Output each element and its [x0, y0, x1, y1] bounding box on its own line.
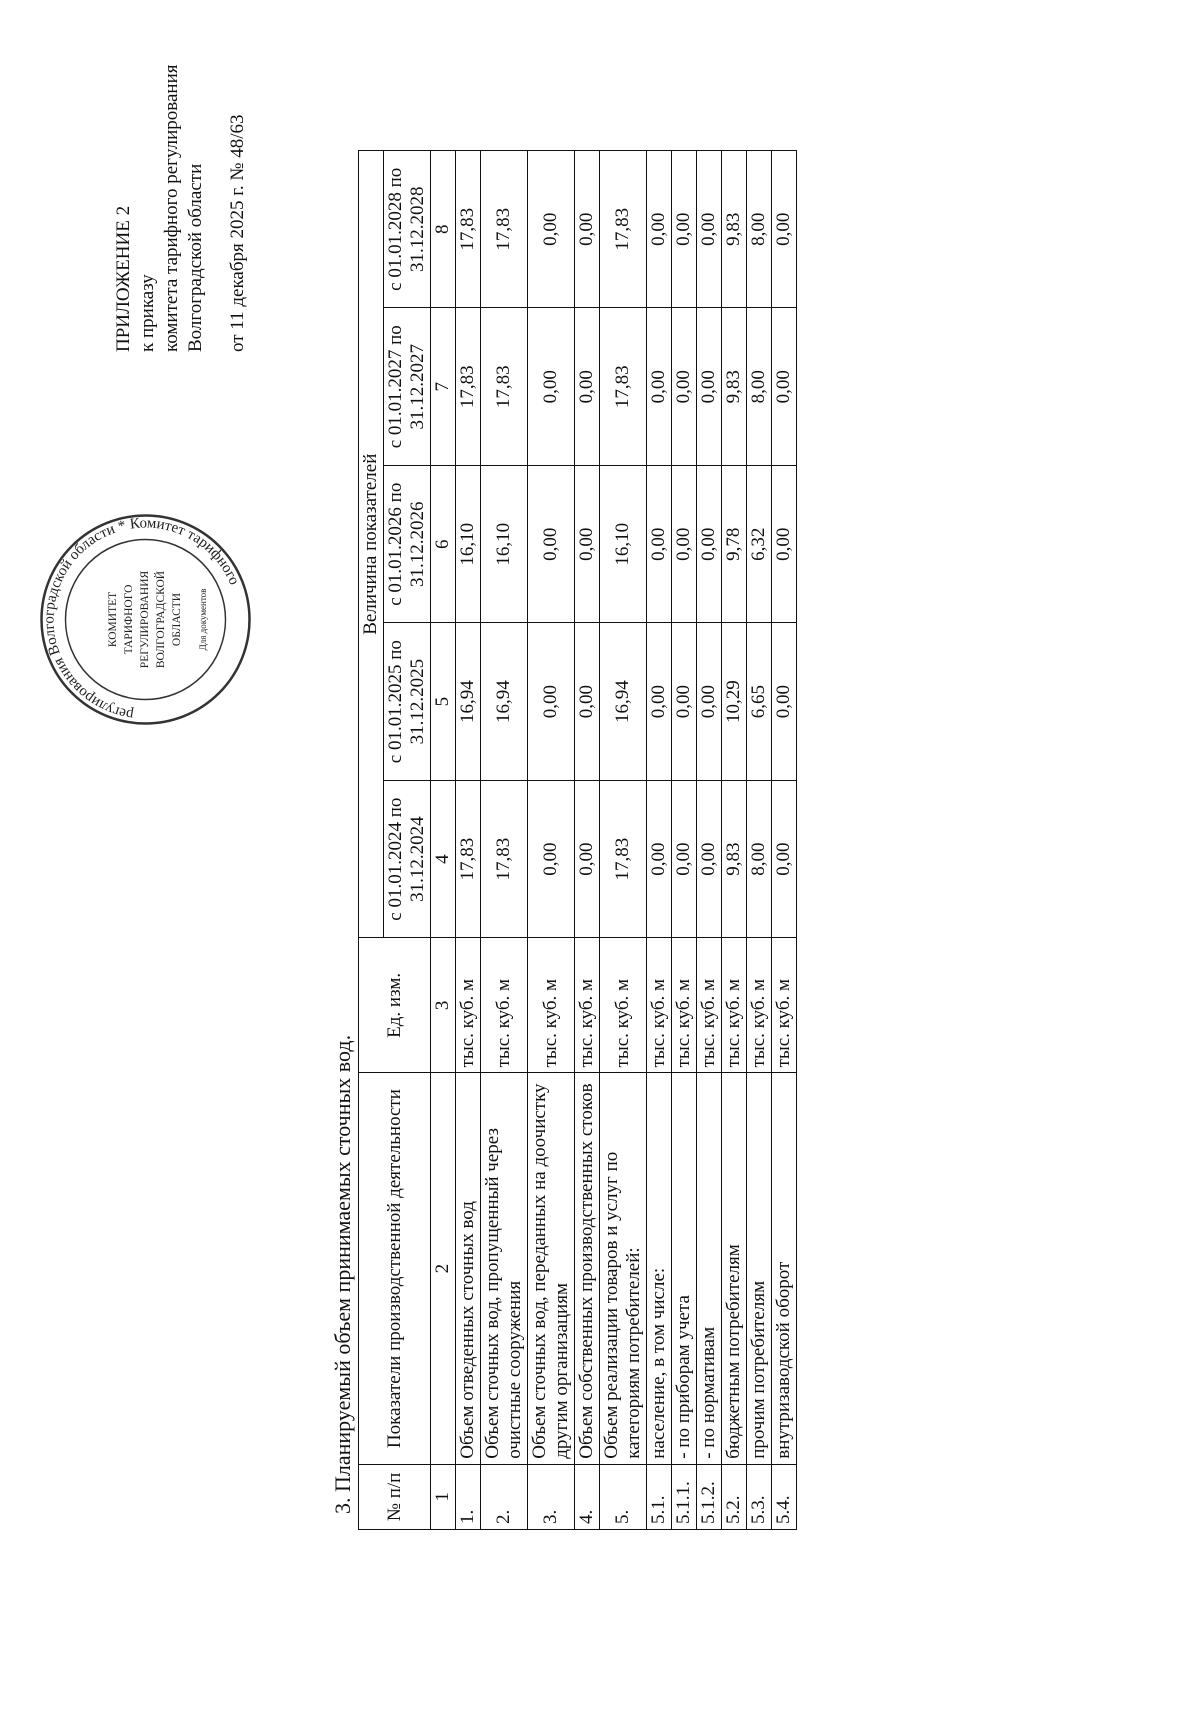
column-header-num: № п/п: [359, 1464, 431, 1529]
indicator-value: 0,00: [528, 780, 575, 937]
indicator-value: 17,83: [600, 308, 647, 465]
official-stamp: [38, 512, 253, 727]
unit-of-measure: тыс. куб. м: [747, 938, 772, 1073]
table-row: [575, 151, 600, 1530]
unit-of-measure: тыс. куб. м: [481, 938, 528, 1073]
unit-of-measure: тыс. куб. м: [456, 938, 481, 1073]
indicator-value: 6,65: [747, 623, 772, 780]
indicator-value: 0,00: [647, 465, 672, 622]
indicator-name: бюджетным потребителям: [722, 1073, 747, 1464]
row-number: 5.4.: [772, 1464, 797, 1529]
unit-of-measure: тыс. куб. м: [600, 938, 647, 1073]
row-number: 4.: [575, 1464, 600, 1529]
indicator-value: 17,83: [600, 780, 647, 937]
indicator-name: население, в том числе:: [647, 1073, 672, 1464]
appendix-header: [112, 64, 250, 352]
column-index: 7: [431, 308, 456, 465]
period-header: с 01.01.2026 по 31.12.2026: [384, 465, 431, 622]
indicator-value: 17,83: [481, 151, 528, 309]
indicator-value: 17,83: [481, 780, 528, 937]
period-header: с 01.01.2024 по 31.12.2024: [384, 780, 431, 937]
stamp-bottom-text: Для документов: [198, 588, 208, 651]
indicator-value: 8,00: [747, 151, 772, 309]
row-number: 5.1.2.: [697, 1464, 722, 1529]
indicator-value: 0,00: [672, 465, 697, 622]
column-header-name: Показатели производственной деятельности: [359, 1073, 431, 1464]
row-number: 1.: [456, 1464, 481, 1529]
stamp-ring-text: регулирования Волгоградской области * Комитет тарифного: [41, 515, 243, 723]
table-row: [672, 151, 697, 1530]
stamp-line-5: ОБЛАСТИ: [171, 592, 183, 647]
table-row: [456, 151, 481, 1530]
indicator-name: внутризаводской оборот: [772, 1073, 797, 1464]
period-header: с 01.01.2025 по 31.12.2025: [384, 623, 431, 780]
committee-name: комитета тарифного регулирования: [161, 64, 182, 352]
unit-of-measure: тыс. куб. м: [672, 938, 697, 1073]
indicator-value: 0,00: [672, 780, 697, 937]
column-index: 2: [431, 1073, 456, 1464]
indicator-value: 0,00: [772, 308, 797, 465]
indicator-value: 0,00: [697, 151, 722, 309]
indicator-value: 0,00: [647, 308, 672, 465]
unit-of-measure: тыс. куб. м: [647, 938, 672, 1073]
indicator-value: 8,00: [747, 308, 772, 465]
column-index: 4: [431, 780, 456, 937]
period-header: с 01.01.2028 по 31.12.2028: [384, 151, 431, 309]
row-number: 5.1.1.: [672, 1464, 697, 1529]
indicator-value: 0,00: [647, 623, 672, 780]
row-number: 2.: [481, 1464, 528, 1529]
stamp-line-3: РЕГУЛИРОВАНИЯ: [139, 570, 151, 669]
row-number: 3.: [528, 1464, 575, 1529]
unit-of-measure: тыс. куб. м: [575, 938, 600, 1073]
indicator-value: 0,00: [672, 623, 697, 780]
wastewater-volume-table: [358, 150, 797, 1530]
indicator-value: 0,00: [772, 465, 797, 622]
indicator-value: 0,00: [697, 465, 722, 622]
unit-of-measure: тыс. куб. м: [722, 938, 747, 1073]
indicator-value: 9,78: [722, 465, 747, 622]
row-number: 5.3.: [747, 1464, 772, 1529]
column-index: 1: [431, 1464, 456, 1529]
appendix-title: ПРИЛОЖЕНИЕ 2: [113, 205, 134, 352]
indicator-value: 0,00: [528, 623, 575, 780]
row-number: 5.1.: [647, 1464, 672, 1529]
indicator-name: Объем сточных вод, переданных на доочистку другим организациям: [528, 1073, 575, 1464]
row-number: 5.2.: [722, 1464, 747, 1529]
indicator-value: 0,00: [672, 308, 697, 465]
indicator-value: 16,94: [600, 623, 647, 780]
order-reference: к приказу: [137, 274, 158, 352]
indicator-name: Объем реализации товаров и услуг по категориям потребителей:: [600, 1073, 647, 1464]
column-group-header: Величина показателей: [359, 151, 384, 938]
table-row: [772, 151, 797, 1530]
region-name: Волгоградской области: [185, 163, 206, 352]
indicator-value: 17,83: [456, 780, 481, 937]
indicator-value: 17,83: [456, 308, 481, 465]
order-date: от 11 декабря 2025 г. № 48/63: [227, 114, 248, 352]
indicator-value: 0,00: [528, 308, 575, 465]
indicator-name: прочим потребителям: [747, 1073, 772, 1464]
table-row: [697, 151, 722, 1530]
indicator-value: 0,00: [772, 151, 797, 309]
column-index-row: [431, 151, 456, 1530]
indicator-name: - по нормативам: [697, 1073, 722, 1464]
stamp-line-4: ВОЛГОГРАДСКОЙ: [155, 570, 167, 669]
indicator-value: 17,83: [600, 151, 647, 309]
indicator-value: 0,00: [575, 623, 600, 780]
unit-of-measure: тыс. куб. м: [772, 938, 797, 1073]
indicator-value: 0,00: [772, 623, 797, 780]
column-index: 3: [431, 938, 456, 1073]
column-index: 8: [431, 151, 456, 309]
indicator-value: 16,10: [456, 465, 481, 622]
table-row: [722, 151, 747, 1530]
stamp-line-1: КОМИТЕТ: [107, 591, 119, 648]
indicator-value: 0,00: [772, 780, 797, 937]
indicator-value: 0,00: [647, 151, 672, 309]
indicator-value: 16,10: [600, 465, 647, 622]
unit-of-measure: тыс. куб. м: [528, 938, 575, 1073]
indicator-value: 0,00: [672, 151, 697, 309]
section-title: 3. Планируемый объем принимаемых сточных вод.: [330, 1034, 355, 1514]
indicator-value: 9,83: [722, 151, 747, 309]
table-row: [647, 151, 672, 1530]
column-index: 5: [431, 623, 456, 780]
indicator-value: 17,83: [481, 308, 528, 465]
table-row: [600, 151, 647, 1530]
indicator-name: Объем собственных производственных стоков: [575, 1073, 600, 1464]
indicator-value: 0,00: [697, 308, 722, 465]
indicator-value: 0,00: [528, 151, 575, 309]
table-row: [481, 151, 528, 1530]
period-header: с 01.01.2027 по 31.12.2027: [384, 308, 431, 465]
table-row: [747, 151, 772, 1530]
indicator-value: 10,29: [722, 623, 747, 780]
indicator-name: - по приборам учета: [672, 1073, 697, 1464]
indicator-value: 0,00: [647, 780, 672, 937]
indicator-value: 0,00: [575, 151, 600, 309]
row-number: 5.: [600, 1464, 647, 1529]
unit-of-measure: тыс. куб. м: [697, 938, 722, 1073]
indicator-value: 9,83: [722, 780, 747, 937]
indicator-value: 0,00: [575, 308, 600, 465]
table-row: [528, 151, 575, 1530]
indicator-value: 0,00: [575, 780, 600, 937]
stamp-line-2: ТАРИФНОГО: [123, 584, 135, 655]
indicator-value: 17,83: [456, 151, 481, 309]
indicator-value: 0,00: [575, 465, 600, 622]
table-body: [456, 151, 797, 1530]
indicator-value: 6,32: [747, 465, 772, 622]
table-header-row: [359, 151, 384, 1530]
indicator-name: Объем отведенных сточных вод: [456, 1073, 481, 1464]
column-index: 6: [431, 465, 456, 622]
indicator-value: 16,94: [481, 623, 528, 780]
indicator-value: 0,00: [697, 623, 722, 780]
indicator-value: 16,10: [481, 465, 528, 622]
indicator-value: 16,94: [456, 623, 481, 780]
indicator-value: 8,00: [747, 780, 772, 937]
indicator-value: 0,00: [697, 780, 722, 937]
indicator-name: Объем сточных вод, пропущенный через очистные сооружения: [481, 1073, 528, 1464]
column-header-unit: Ед. изм.: [359, 938, 431, 1073]
indicator-value: 0,00: [528, 465, 575, 622]
indicator-value: 9,83: [722, 308, 747, 465]
